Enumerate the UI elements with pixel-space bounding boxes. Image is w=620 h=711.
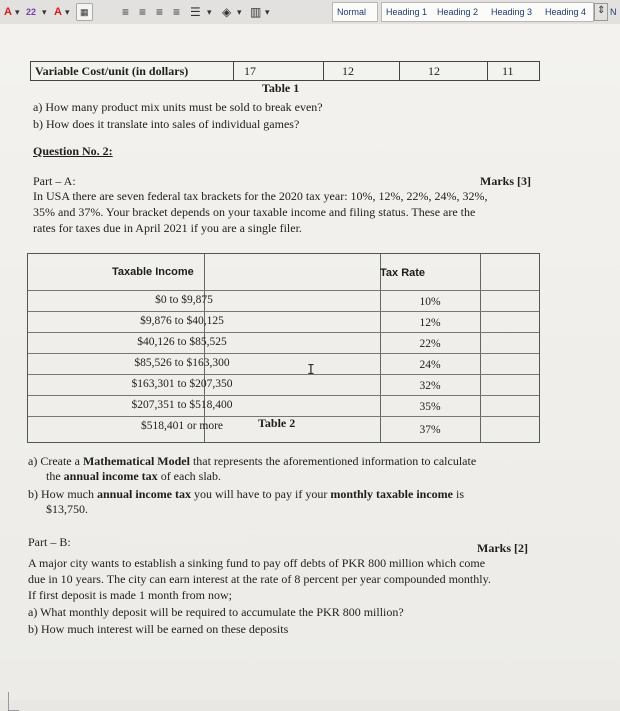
justify-icon[interactable]: ≡ <box>173 5 181 19</box>
part-a-intro-line: rates for taxes due in April 2021 if you are a single filer. <box>33 221 302 235</box>
table-row-income: $9,876 to $40,125 <box>140 315 224 327</box>
table-row-income: $40,126 to $85,525 <box>137 336 227 348</box>
part-b-marks: Marks [2] <box>477 541 528 555</box>
chevron-down-icon[interactable]: ▾ <box>65 7 70 17</box>
align-left-icon[interactable]: ≡ <box>122 5 130 19</box>
style-normal[interactable]: Normal <box>332 2 378 22</box>
table-1-cell: 12 <box>399 62 488 80</box>
chevron-down-icon[interactable]: ▾ <box>42 7 47 17</box>
part-b-heading: Part – B: <box>28 535 71 549</box>
part-b-line: A major city wants to establish a sinking fund to pay off debts of PKR 800 million which come <box>28 556 486 570</box>
table-row-income: $207,351 to $518,400 <box>131 399 233 411</box>
style-heading-1[interactable]: Heading 1 <box>381 2 440 22</box>
clear-format-icon[interactable]: ▦ <box>76 3 93 21</box>
style-heading-2[interactable]: Heading 2 <box>433 2 492 22</box>
font-color-icon[interactable]: A <box>4 6 12 18</box>
part-a-heading: Part – A: <box>33 174 76 188</box>
table-row-rate: 12% <box>419 317 441 329</box>
part-a-question-a-cont: the annual income tax of each slab. <box>46 469 221 483</box>
part-a-marks: Marks [3] <box>480 174 531 188</box>
part-a-question-b-cont: $13,750. <box>46 502 88 516</box>
table-row-rate: 24% <box>419 359 441 371</box>
q1-part-b: b) How does it translate into sales of individual games? <box>33 117 300 131</box>
style-heading-4[interactable]: Heading 4 <box>541 2 594 22</box>
word-ribbon <box>0 0 620 25</box>
table-row-rate: 10% <box>419 296 441 308</box>
borders-icon[interactable]: ▥ <box>250 5 262 19</box>
table-2-caption: Table 2 <box>258 416 296 430</box>
table-row-income: $163,301 to $207,350 <box>131 378 233 390</box>
styles-overflow[interactable]: N <box>610 7 617 17</box>
table-row-income: $85,526 to $163,300 <box>134 357 230 369</box>
table-1-cell: 12 <box>323 62 400 80</box>
table-row-income: $518,401 or more <box>140 420 224 432</box>
question-2-heading: Question No. 2: <box>33 144 113 158</box>
q1-part-a: a) How many product mix units must be sold to break even? <box>33 100 323 114</box>
chevron-down-icon[interactable]: ▾ <box>15 7 20 17</box>
table-row-rate: 32% <box>419 380 441 392</box>
align-right-icon[interactable]: ≡ <box>156 5 164 19</box>
table-row-rate: 35% <box>419 401 441 413</box>
part-b-line: due in 10 years. The city can earn interest at the rate of 8 percent per year compounded monthly. <box>28 572 491 586</box>
tax-bracket-table <box>27 253 540 443</box>
styles-scroll-icon[interactable]: ⇕ <box>594 3 608 21</box>
table-row-rate: 22% <box>419 338 441 350</box>
part-b-line: If first deposit is made 1 month from now; <box>28 588 232 602</box>
font-size-icon[interactable]: 22 <box>26 7 37 17</box>
table-row-rate: 37% <box>419 424 441 436</box>
part-a-intro-line: In USA there are seven federal tax brackets for the 2020 tax year: 10%, 12%, 22%, 24%, 32%, <box>33 189 488 203</box>
line-spacing-icon[interactable]: ☰ <box>190 5 201 19</box>
chevron-down-icon[interactable]: ▾ <box>237 7 242 17</box>
table-1-cell: 11 <box>487 62 540 80</box>
table-1-caption: Table 1 <box>262 81 300 95</box>
part-a-question-a: a) Create a Mathematical Model that represents the aforementioned information to calculate <box>28 454 477 468</box>
text-cursor-icon: I <box>307 363 315 378</box>
chevron-down-icon[interactable]: ▾ <box>207 7 212 17</box>
shading-icon[interactable]: ◈ <box>222 5 232 19</box>
document-page <box>0 24 620 700</box>
column-header-income: Taxable Income <box>112 266 194 278</box>
column-header-rate: Tax Rate <box>380 267 426 279</box>
style-heading-3[interactable]: Heading 3 <box>487 2 546 22</box>
part-b-question-a: a) What monthly deposit will be required to accumulate the PKR 800 million? <box>28 605 404 619</box>
part-a-question-b: b) How much annual income tax you will have to pay if your monthly taxable income is <box>28 487 465 501</box>
highlight-icon[interactable]: A <box>54 6 62 18</box>
chevron-down-icon[interactable]: ▾ <box>265 7 270 17</box>
page-corner-mark <box>8 692 19 711</box>
part-b-question-b: b) How much interest will be earned on these deposits <box>28 622 289 636</box>
table-1-cell: 17 <box>233 62 324 80</box>
table-row-income: $0 to $9,875 <box>155 294 213 306</box>
align-center-icon[interactable]: ≡ <box>139 5 147 19</box>
table-1-row <box>30 61 540 81</box>
table-1-label: Variable Cost/unit (in dollars) <box>35 64 189 78</box>
part-a-intro-line: 35% and 37%. Your bracket depends on your taxable income and filing status. These are the <box>33 205 476 219</box>
